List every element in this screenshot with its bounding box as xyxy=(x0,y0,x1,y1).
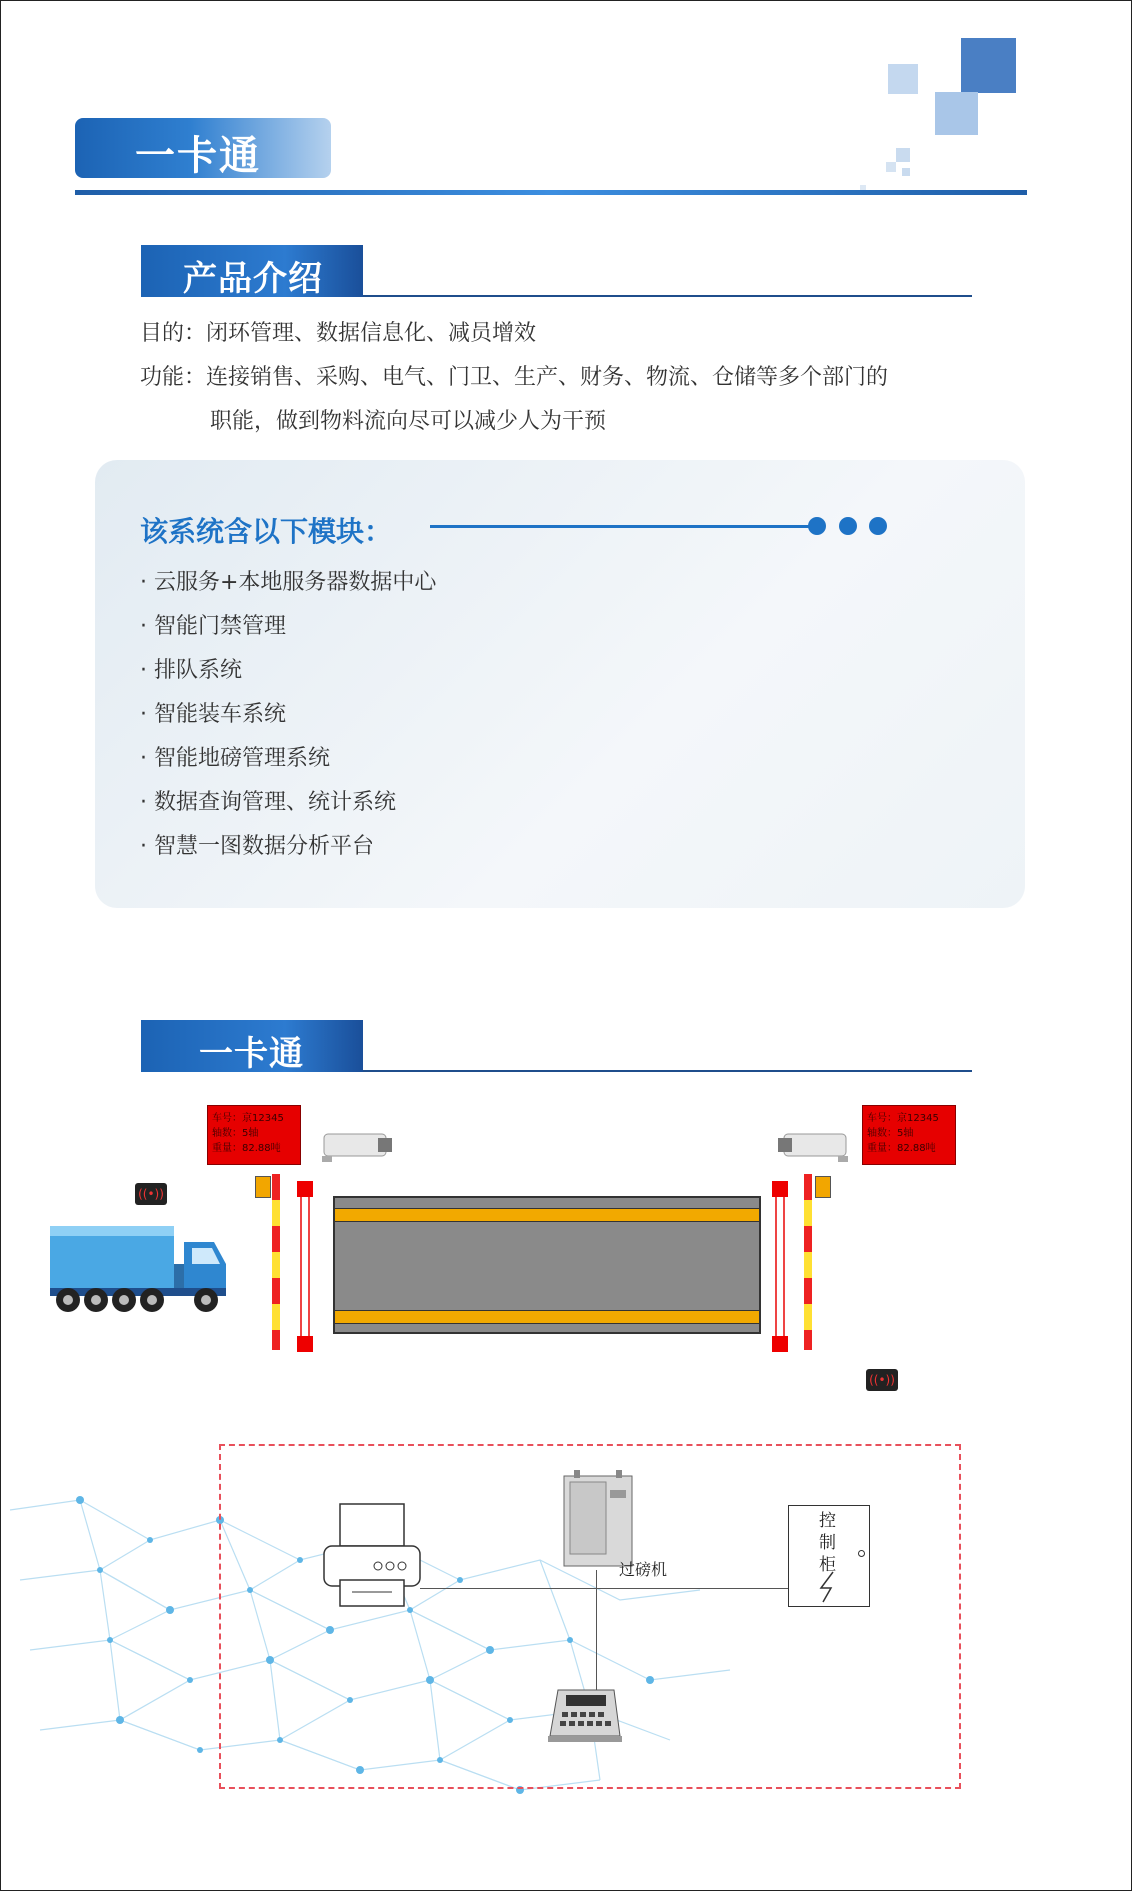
infrared-sensor xyxy=(297,1181,313,1197)
gate-controller-right xyxy=(815,1176,831,1198)
diagram-section-banner xyxy=(141,1020,363,1072)
infrared-sensor xyxy=(772,1336,788,1352)
platform-stripe xyxy=(335,1310,759,1324)
lightning-icon xyxy=(817,1570,841,1604)
infrared-beam xyxy=(775,1197,785,1336)
control-cabinet-char: 柜 xyxy=(819,1555,836,1575)
camera-icon xyxy=(772,1128,852,1164)
diagram-section-rule xyxy=(363,1070,972,1072)
decorative-dot xyxy=(808,517,826,535)
barrier-gate-arm-left xyxy=(272,1174,280,1350)
module-item: · 智慧一图数据分析平台 xyxy=(140,834,374,859)
led-weight-text: 重量：82.88吨 xyxy=(867,1143,936,1154)
led-weight-text: 重量：82.88吨 xyxy=(212,1143,281,1154)
function-text-line2: 职能，做到物料流向尽可以减少人为干预 xyxy=(210,409,607,434)
control-cabinet-char: 控 xyxy=(819,1511,836,1531)
decorative-dot xyxy=(869,517,887,535)
cabinet-knob xyxy=(858,1550,865,1557)
connection-line xyxy=(420,1588,788,1589)
rfid-reader-icon: ((•)) xyxy=(135,1183,167,1205)
infrared-beam xyxy=(300,1197,310,1336)
printer-icon xyxy=(322,1502,422,1610)
control-cabinet xyxy=(788,1505,870,1607)
control-cabinet-char: 制 xyxy=(819,1533,836,1553)
barrier-gate-arm-right xyxy=(804,1174,812,1350)
truck-illustration xyxy=(48,1222,233,1314)
weighing-machine-label: 过磅机 xyxy=(619,1560,668,1579)
weighbridge-platform xyxy=(333,1196,761,1334)
led-plate-text: 车号：京12345 xyxy=(212,1113,284,1124)
connection-line xyxy=(596,1570,597,1690)
control-cabinet-label xyxy=(819,1510,836,1576)
intro-section-title: 产品介绍 xyxy=(183,259,323,299)
module-item: · 排队系统 xyxy=(140,658,242,683)
intro-section-banner xyxy=(141,245,363,297)
function-text-line1: 功能：连接销售、采购、电气、门卫、生产、财务、物流、仓储等多个部门的 xyxy=(140,365,889,390)
module-item: · 智能地磅管理系统 xyxy=(140,746,330,771)
infrared-sensor xyxy=(297,1336,313,1352)
camera-icon xyxy=(318,1128,398,1164)
modules-title-line xyxy=(430,525,810,528)
gate-controller-left xyxy=(255,1176,271,1198)
main-title: 一卡通 xyxy=(135,133,261,179)
main-title-rule xyxy=(75,190,1027,195)
modules-title: 该系统含以下模块： xyxy=(140,515,393,548)
module-item: · 数据查询管理、统计系统 xyxy=(140,790,396,815)
module-item: · 智能门禁管理 xyxy=(140,614,286,639)
led-display-right xyxy=(862,1105,956,1165)
module-item: · 智能装车系统 xyxy=(140,702,286,727)
module-item: · 云服务+本地服务器数据中心 xyxy=(140,570,437,595)
led-axle-text: 轴数：5轴 xyxy=(212,1128,259,1139)
decorative-dot xyxy=(839,517,857,535)
weighing-indicator-icon xyxy=(544,1686,624,1750)
led-axle-text: 轴数：5轴 xyxy=(867,1128,914,1139)
purpose-text: 目的：闭环管理、数据信息化、减员增效 xyxy=(140,321,537,346)
led-plate-text: 车号：京12345 xyxy=(867,1113,939,1124)
led-display-left xyxy=(207,1105,301,1165)
corner-squares-decoration xyxy=(860,30,1020,200)
intro-section-rule xyxy=(363,295,972,297)
rfid-reader-icon: ((•)) xyxy=(866,1369,898,1391)
infrared-sensor xyxy=(772,1181,788,1197)
platform-stripe xyxy=(335,1208,759,1222)
diagram-section-title: 一卡通 xyxy=(199,1034,304,1074)
main-title-banner xyxy=(75,118,331,178)
